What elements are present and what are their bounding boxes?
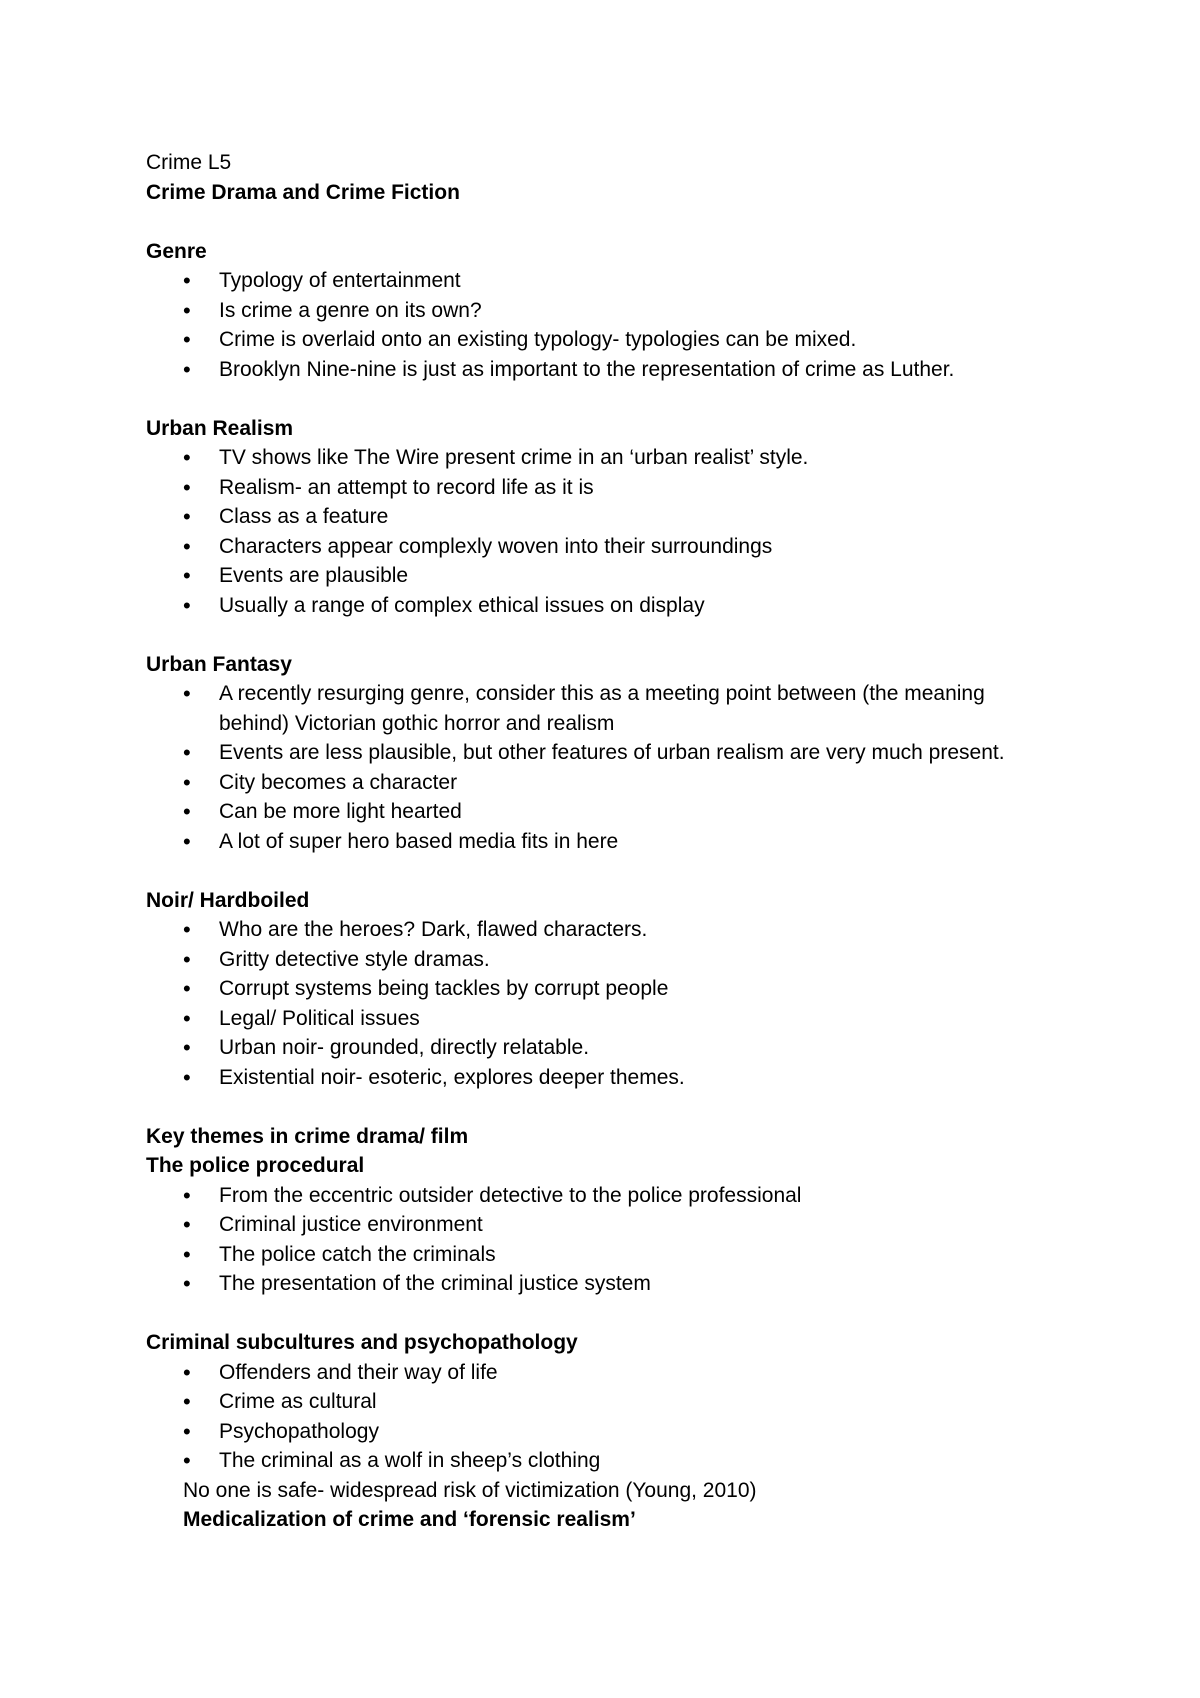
subheading-police-procedural: The police procedural bbox=[146, 1154, 365, 1177]
section-heading-noir: Noir/ Hardboiled bbox=[146, 888, 310, 912]
list-item: • From the eccentric outsider detective to the police professional bbox=[146, 1181, 1106, 1211]
list-item: • Events are plausible bbox=[146, 561, 1106, 591]
section-heading-key-themes: Key themes in crime drama/ film bbox=[146, 1124, 469, 1148]
list-item: • Usually a range of complex ethical issues on display bbox=[146, 591, 1106, 621]
section-heading-genre: Genre bbox=[146, 239, 207, 263]
list-item: • Typology of entertainment bbox=[146, 266, 1106, 296]
list-item: • Psychopathology bbox=[146, 1417, 1106, 1447]
list-item: • Existential noir- esoteric, explores deeper themes. bbox=[146, 1063, 1106, 1093]
list-item: • Urban noir- grounded, directly relatable. bbox=[146, 1033, 1106, 1063]
list-item: • The criminal as a wolf in sheep’s clothing bbox=[146, 1446, 1106, 1476]
list-item: • Crime is overlaid onto an existing typology- typologies can be mixed. bbox=[146, 325, 1106, 355]
section-heading-subcultures: Criminal subcultures and psychopathology bbox=[146, 1331, 578, 1354]
list-item: • Can be more light hearted bbox=[146, 797, 1106, 827]
list-item: • Legal/ Political issues bbox=[146, 1004, 1106, 1034]
list-item: • Corrupt systems being tackles by corrupt people bbox=[146, 974, 1106, 1004]
list-item: • Brooklyn Nine-nine is just as important to the representation of crime as Luther. bbox=[146, 355, 1106, 385]
list-item: • The presentation of the criminal justice system bbox=[146, 1269, 1106, 1299]
list-item: • Gritty detective style dramas. bbox=[146, 945, 1106, 975]
list-item: • The police catch the criminals bbox=[146, 1240, 1106, 1270]
list-item: • Offenders and their way of life bbox=[146, 1358, 1106, 1388]
urban-fantasy-list-cont bbox=[146, 738, 1106, 856]
course-label: Crime L5 bbox=[146, 151, 232, 174]
document-content bbox=[146, 148, 1106, 1535]
genre-list bbox=[146, 266, 1106, 384]
list-item: • Criminal justice environment bbox=[146, 1210, 1106, 1240]
list-item-continuation: behind) Victorian gothic horror and realism bbox=[219, 711, 615, 735]
list-item: • A recently resurging genre, consider this as a meeting point between (the meaning bbox=[146, 679, 1106, 709]
list-item: • Crime as cultural bbox=[146, 1387, 1106, 1417]
list-item: • Realism- an attempt to record life as it is bbox=[146, 473, 1106, 503]
subcultures-list bbox=[146, 1358, 1106, 1476]
noir-list bbox=[146, 915, 1106, 1092]
list-item: • A lot of super hero based media fits in here bbox=[146, 827, 1106, 857]
section-heading-urban-fantasy: Urban Fantasy bbox=[146, 652, 292, 676]
urban-fantasy-list bbox=[146, 679, 1106, 709]
subcultures-note: No one is safe- widespread risk of victimization (Young, 2010) bbox=[183, 1478, 757, 1502]
list-item: • Class as a feature bbox=[146, 502, 1106, 532]
document-title: Crime Drama and Crime Fiction bbox=[146, 180, 460, 204]
subcultures-note-heading: Medicalization of crime and ‘forensic realism’ bbox=[183, 1508, 636, 1531]
list-item: • City becomes a character bbox=[146, 768, 1106, 798]
urban-realism-list bbox=[146, 443, 1106, 620]
list-item: • TV shows like The Wire present crime in an ‘urban realist’ style. bbox=[146, 443, 1106, 473]
list-item: • Who are the heroes? Dark, flawed characters. bbox=[146, 915, 1106, 945]
list-item: • Events are less plausible, but other features of urban realism are very much present. bbox=[146, 738, 1106, 768]
list-item: • Is crime a genre on its own? bbox=[146, 296, 1106, 326]
key-themes-list bbox=[146, 1181, 1106, 1299]
section-heading-urban-realism: Urban Realism bbox=[146, 416, 294, 440]
list-item: • Characters appear complexly woven into their surroundings bbox=[146, 532, 1106, 562]
